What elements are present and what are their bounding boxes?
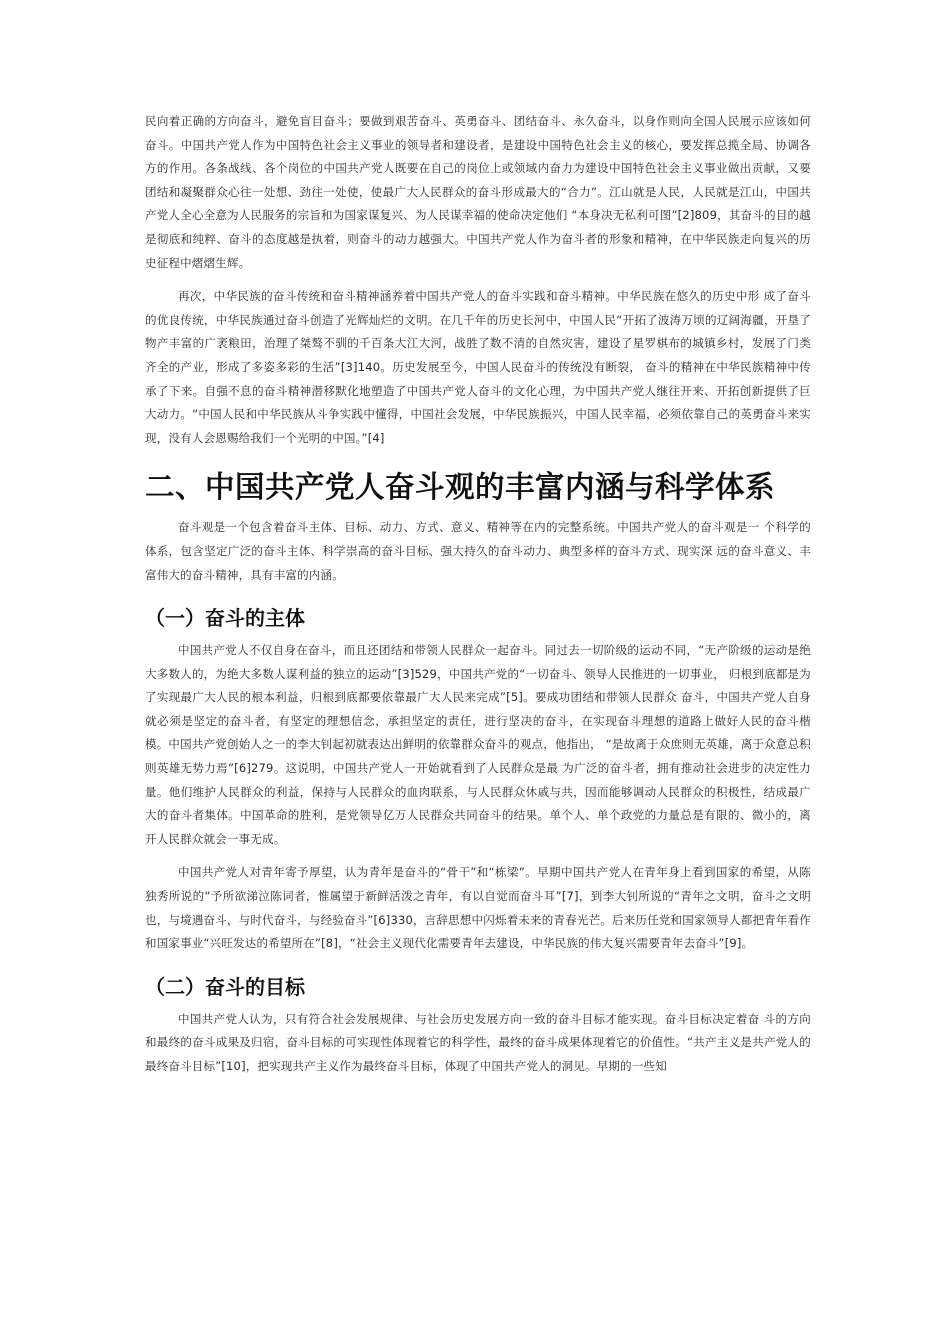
- body-paragraph: 中国共产党人认为，只有符合社会发展规律、与社会历史发展方向一致的奋斗目标才能实现。奋斗目标决定着奋 斗的方向和最终的奋斗成果及归宿，奋斗目标的可实现性体现着它的科学性，最终的奋斗成果体现着它的价值性。“共产主义是共产党人的最终奋斗目标”[10]，把实现共产主义作为最终奋斗目标，体现了中国共产党人的洞见。早期的一些知: [145, 1011, 811, 1073]
- subsection-heading-goal: （二）奋斗的目标: [145, 974, 305, 999]
- body-paragraph: 奋斗观是一个包含着奋斗主体、目标、动力、方式、意义、精神等在内的完整系统。中国共产党人的奋斗观是一 个科学的体系，包含坚定广泛的奋斗主体、科学崇高的奋斗目标、强大持久的奋斗动力、典型多样的奋斗方式、现实深 远的奋斗意义、丰富伟大的奋斗精神，具有丰富的内涵。: [145, 520, 811, 582]
- body-paragraph: 中国共产党人对青年寄予厚望，认为青年是奋斗的“骨干”和“栋梁”。早期中国共产党人在青年身上看到国家的希望，从陈独秀所说的“予所欲涕泣陈词者，惟属望于新鲜活泼之青年，有以自觉而奋斗耳”[7]，到李大钊所说的“青年之文明，奋斗之文明也，与境遇奋斗，与时代奋斗，与经验奋斗”[6]330，言辞思想中闪烁着未来的青春光芒。后来历任党和国家领导人都把青年看作和国家事业“兴旺发达的希望所在”[8]，“社会主义现代化需要青年去建设，中华民族的伟大复兴需要青年去奋斗”[9]。: [145, 865, 811, 951]
- body-paragraph: 再次，中华民族的奋斗传统和奋斗精神涵养着中国共产党人的奋斗实践和奋斗精神。中华民族在悠久的历史中形 成了奋斗的优良传统，中华民族通过奋斗创造了光辉灿烂的文明。在几千年的历史长河中，中国人民“开拓了波涛万顷的辽阔海疆，开垦了物产丰富的广袤粮田，治理了桀骜不驯的千百条大江大河，战胜了数不清的自然灾害，建设了星罗棋布的城镇乡村，发展了门类齐全的产业，形成了多姿多彩的生活”[3]140。历史发展至今，中国人民奋斗的传统没有断裂， 奋斗的精神在中华民族精神中传承了下来。自强不息的奋斗精神潜移默化地塑造了中国共产党人奋斗的文化心理，为中国共产党人继往开来、开拓创新提供了巨大动力。“中国人民和中华民族从斗争实践中懂得，中国社会发展，中华民族振兴，中国人民幸福，必须依靠自己的英勇奋斗来实现，没有人会恩赐给我们一个光明的中国。”[4]: [145, 289, 811, 445]
- subsection-heading-subject: （一）奋斗的主体: [145, 606, 305, 631]
- body-paragraph-continued: 民向着正确的方向奋斗，避免盲目奋斗；要做到艰苦奋斗、英勇奋斗、团结奋斗、永久奋斗，以身作则向全国人民展示应该如何奋斗。中国共产党人作为中国特色社会主义事业的领导者和建设者，是建设中国特色社会主义的核心，要发挥总揽全局、协调各方的作用。各条战线、各个岗位的中国共产党人既要在自己的岗位上或领域内奋力为建设中国特色社会主义事业做出贡献，又要团结和凝聚群众心往一处想、劲往一处使，使最广大人民群众的奋斗形成最大的“合力”。江山就是人民，人民就是江山，中国共产党人全心全意为人民服务的宗旨和为国家谋复兴、为人民谋幸福的使命决定他们 “本身决无私利可图”[2]809，其奋斗的目的越是彻底和纯粹、奋斗的态度越是执着，则奋斗的动力越强大。中国共产党人作为奋斗者的形象和精神，在中华民族走向复兴的历史征程中熠熠生辉。: [145, 114, 811, 270]
- body-paragraph: 中国共产党人不仅自身在奋斗，而且还团结和带领人民群众一起奋斗。同过去一切阶级的运动不同，“无产阶级的运动是绝大多数人的，为绝大多数人谋利益的独立的运动”[3]529，中国共产党的“一切奋斗、领导人民推进的一切事业， 归根到底都是为了实现最广大人民的根本利益，归根到底都要依靠最广大人民来完成”[5]。要成功团结和带领人民群众 奋斗，中国共产党人自身就必须是坚定的奋斗者，有坚定的理想信念，承担坚定的责任，进行坚决的奋斗，在实现奋斗理想的道路上做好人民的奋斗楷模。中国共产党创始人之一的李大钊起初就表达出鲜明的依靠群众奋斗的观点，他指出， “是故离于众庶则无英雄，离于众意总积则英雄无势力焉”[6]279。这说明，中国共产党人一开始就看到了人民群众是最 为广泛的奋斗者，拥有推动社会进步的决定性力量。他们维护人民群众的利益，保持与人民群众的血肉联系，与人民群众休戚与共，因而能够调动人民群众的积极性，结成最广大的奋斗者集体。中国革命的胜利，是党领导亿万人民群众共同奋斗的结果。单个人、单个政党的力量总是有限的、微小的，离开人民群众就会一事无成。: [145, 643, 811, 846]
- section-heading: 二、中国共产党人奋斗观的丰富内涵与科学体系: [145, 470, 776, 505]
- document-page: [145, 110, 811, 1079]
